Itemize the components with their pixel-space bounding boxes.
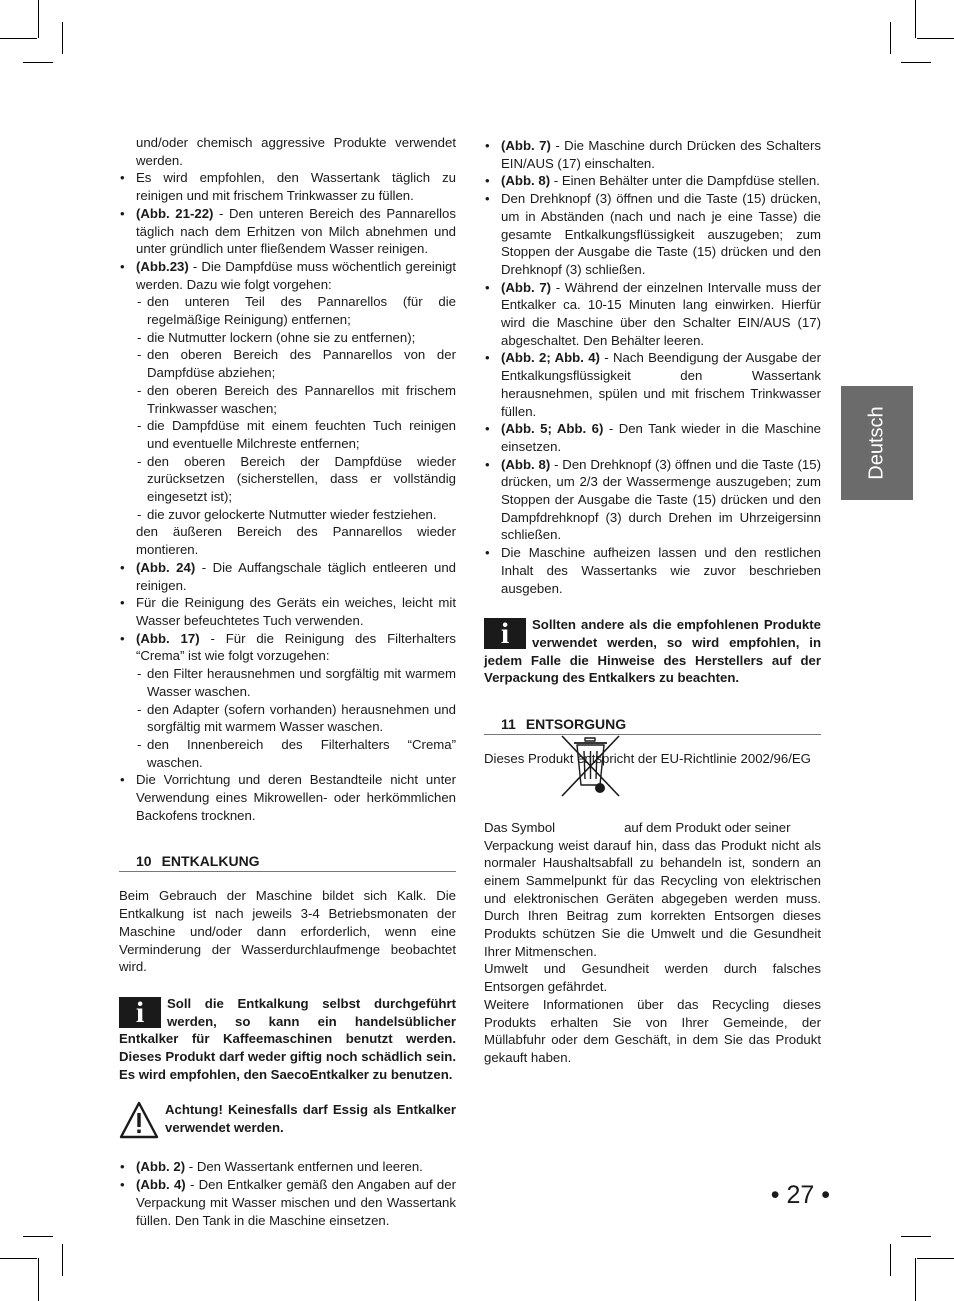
dash-item: - den Filter herausnehmen und sorgfältig mit warmem Wasser waschen. <box>119 665 456 700</box>
bullet-item: • (Abb. 2) - Den Wassertank entfernen und leeren. <box>119 1158 456 1176</box>
bullet-item: • Den Drehknopf (3) öffnen und die Taste (15) drücken, um in Abständen (nach und nach je eine Tasse) die gesamte Entkalkungsflüssigkeit auszugeben; zum Stoppen der Ausgabe die Taste (15) drücken und den Drehknopf (3) schließen. <box>484 190 821 279</box>
bullet-item: • (Abb. 17) - Für die Reinigung des Filterhalters “Crema” ist wie folgt vorzugehen: <box>119 630 456 665</box>
section-title: ENTKALKUNG <box>161 853 260 870</box>
section-title: ENTSORGUNG <box>525 716 627 733</box>
info-note-text: Soll die Entkalkung selbst durchgeführt werden, so kann ein handelsüblicher Entkalker für Kaffeemaschinen benutzt werden. Dieses Produkt darf weder giftig noch schädlich sein. Es wird empfohlen, den SaecoEntkalker zu benutzen. <box>119 995 456 1082</box>
dash-item: - den oberen Bereich des Pannarellos von der Dampfdüse abziehen; <box>119 346 456 381</box>
crop-mark <box>23 1236 53 1237</box>
paragraph: Beim Gebrauch der Maschine bildet sich Kalk. Die Entkalkung ist nach jeweils 3-4 Betriebsmonaten der Maschine und/oder dann erforderlich, wenn eine Verminderung der Wasserdurchlaufmenge beobachtet wird. <box>119 888 456 975</box>
paragraph: Verpackung weist darauf hin, dass das Produkt nicht als normaler Haushaltsabfall zu behandeln ist, sondern an einem Sammelpunkt für das Recycling von elektrischen und elektronischen Geräten abgegeben werden muss. Durch Ihren Beitrag zum korrekten Entsorgen dieses Produkts schützen Sie die Umwelt und die Gesundheit Ihrer Mitmenschen. <box>484 837 821 959</box>
symbol-line: Das Symbol auf dem Produkt oder seiner <box>484 819 791 835</box>
crop-mark <box>38 1258 39 1301</box>
bullet-item: • (Abb. 7) - Die Maschine durch Drücken des Schalters EIN/AUS (17) einschalten. <box>484 137 821 172</box>
paragraph: Umwelt und Gesundheit werden durch falsches Entsorgen gefährdet. <box>484 961 821 995</box>
section-heading-11 <box>484 715 821 735</box>
crop-mark <box>901 62 931 63</box>
bullet-item: • (Abb. 2; Abb. 4) - Nach Beendigung der Ausgabe der Entkalkungsflüssigkeit den Wassertank herausnehmen, spülen und mit frischem Trinkwasser füllen. <box>484 349 821 420</box>
dash-item: - den Innenbereich des Filterhalters “Crema” waschen. <box>119 736 456 771</box>
crop-mark <box>62 22 63 54</box>
bullet-item: • (Abb. 8) - Den Drehknopf (3) öffnen und die Taste (15) drücken, um 2/3 der Wassermenge auszugeben; zum Stoppen der Ausgabe die Taste (15) drücken und den Dampfdrehknopf (3) durch Drehen im Uhrzeigersinn schließen. <box>484 456 821 545</box>
bullet-item: • (Abb. 4) - Den Entkalker gemäß den Angaben auf der Verpackung mit Wasser mischen und den Wassertank füllen. Den Tank in die Maschine einsetzen. <box>119 1176 456 1229</box>
dash-item: - den unteren Teil des Pannarellos (für die regelmäßige Reinigung) entfernen; <box>119 293 456 328</box>
section-number: 10 <box>136 853 152 870</box>
page-number: • 27 • <box>770 1181 830 1209</box>
dash-item: - die Nutmutter lockern (ohne sie zu entfernen); <box>119 329 456 347</box>
weee-bin-icon <box>557 733 623 799</box>
bullet-item: • (Abb. 5; Abb. 6) - Den Tank wieder in die Maschine einsetzen. <box>484 420 821 455</box>
warning-icon <box>119 1101 159 1139</box>
bullet-item: • Die Vorrichtung und deren Bestandteile nicht unter Verwendung eines Mikrowellen- oder herkömmlichen Backofens trocknen. <box>119 771 456 824</box>
crop-mark <box>0 38 37 39</box>
warning-note-text: Achtung! Keinesfalls darf Essig als Entkalker verwendet werden. <box>165 1102 456 1136</box>
language-tab-label: Deutsch <box>865 406 888 480</box>
left-column <box>119 134 456 1229</box>
paragraph: Dieses Produkt entspricht der EU-Richtlinie 2002/96/EG <box>484 751 811 767</box>
dash-item: - den oberen Bereich des Pannarellos mit frischem Trinkwasser waschen; <box>119 382 456 417</box>
bullet-item: • (Abb. 8) - Einen Behälter unter die Dampfdüse stellen. <box>484 172 821 190</box>
right-column <box>484 137 821 1067</box>
crop-mark <box>917 1258 954 1259</box>
continuation-text: und/oder chemisch aggressive Produkte verwendet werden. <box>136 135 456 168</box>
language-tab <box>841 386 913 500</box>
section-heading-10 <box>119 852 456 872</box>
info-note-text: Sollten andere als die empfohlenen Produkte verwendet werden, so wird empfohlen, in jedem Falle die Hinweise des Herstellers auf der Verpackung des Entkalkers zu beachten. <box>484 617 821 686</box>
dash-item: - die zuvor gelockerte Nutmutter wieder festziehen. <box>119 506 456 524</box>
crop-mark <box>915 1258 916 1301</box>
dash-item: - den Adapter (sofern vorhanden) herausnehmen und sorgfältig mit warmem Wasser waschen. <box>119 701 456 736</box>
info-note <box>484 616 821 687</box>
info-note <box>119 995 456 1084</box>
crop-mark <box>915 0 916 38</box>
bullet-item: • Es wird empfohlen, den Wassertank täglich zu reinigen und mit frischem Trinkwasser zu füllen. <box>119 169 456 204</box>
bullet-item: • (Abb.23) - Die Dampfdüse muss wöchentlich gereinigt werden. Dazu wie folgt vorgehen: <box>119 258 456 293</box>
warning-note <box>119 1101 456 1141</box>
crop-mark <box>38 0 39 38</box>
bullet-item: • (Abb. 24) - Die Auffangschale täglich entleeren und reinigen. <box>119 559 456 594</box>
bullet-item: • (Abb. 21-22) - Den unteren Bereich des Pannarellos täglich nach dem Erhitzen von Milch abnehmen und unter gründlich unter fließendem Wasser reinigen. <box>119 205 456 258</box>
crop-mark <box>890 22 891 54</box>
crop-mark <box>890 1244 891 1276</box>
crop-mark <box>917 38 954 39</box>
bullet-item: • Für die Reinigung des Geräts ein weiches, leicht mit Wasser befeuchtetes Tuch verwenden. <box>119 594 456 629</box>
crop-mark <box>23 62 53 63</box>
dash-item: - den oberen Bereich der Dampfdüse wieder zurücksetzen (sicherstellen, dass er vollständig eingesetzt ist); <box>119 453 456 506</box>
crop-mark <box>62 1244 63 1276</box>
section-number: 11 <box>501 716 516 733</box>
bullet-item: • (Abb. 7) - Während der einzelnen Intervalle muss der Entkalker ca. 10-15 Minuten lang einwirken. Hierfür wird die Maschine über den Schalter EIN/AUS (17) abgeschaltet. Den Behälter leeren. <box>484 279 821 350</box>
paragraph: Weitere Informationen über das Recycling dieses Produkts erhalten Sie von Ihrer Gemeinde, der Müllabfuhr oder dem Geschäft, in dem Sie das Produkt gekauft haben. <box>484 996 821 1065</box>
dash-item: - die Dampfdüse mit einem feuchten Tuch reinigen und eventuelle Milchreste entfernen; <box>119 417 456 452</box>
paragraph: den äußeren Bereich des Pannarellos wieder montieren. <box>136 524 456 558</box>
info-icon: i <box>119 997 161 1028</box>
bullet-item: • Die Maschine aufheizen lassen und den restlichen Inhalt des Wassertanks wie zuvor beschrieben ausgeben. <box>484 544 821 597</box>
crop-mark <box>901 1236 931 1237</box>
crop-mark <box>0 1258 37 1259</box>
info-icon: i <box>484 618 526 649</box>
